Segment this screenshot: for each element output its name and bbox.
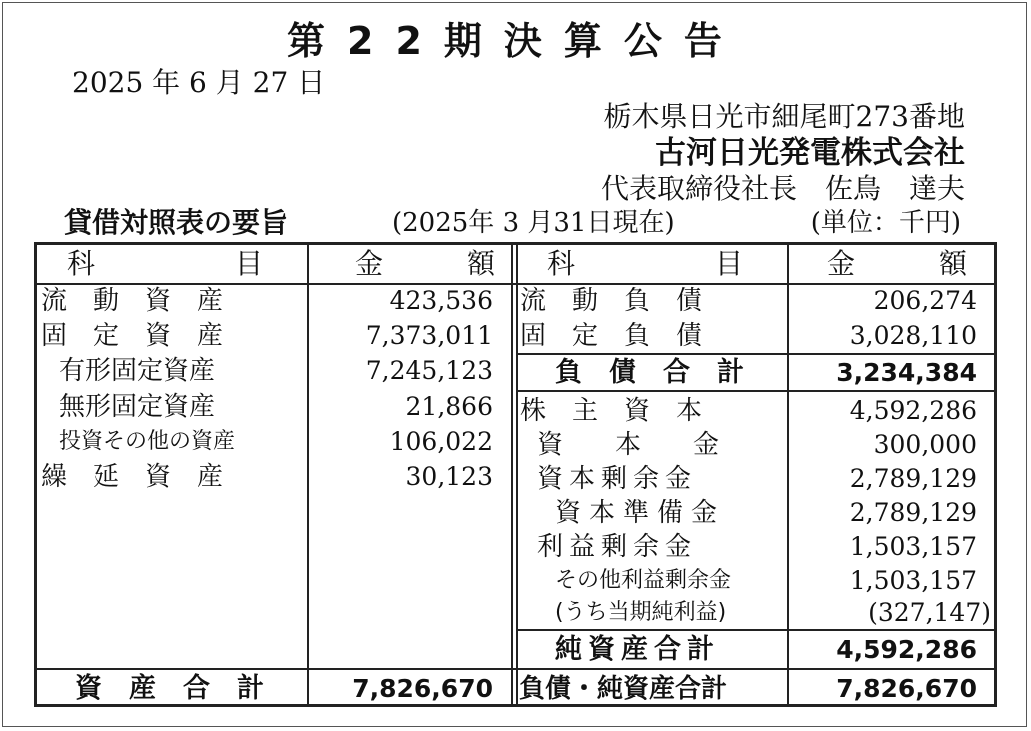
liabilities-total-label: 負 債 合 計 (555, 357, 744, 388)
row-divider (516, 353, 997, 355)
equity-label: 株 主 資 本 (520, 396, 703, 426)
equity-label: 資本準備金 (555, 498, 726, 528)
column-divider (787, 245, 789, 704)
asset-label: 有形固定資産 (59, 356, 216, 386)
asset-label: 固 定 資 産 (41, 321, 224, 351)
equity-value: 1,503,157 (849, 532, 977, 561)
assets-account-header: 科 目 (67, 247, 264, 280)
equity-label: 資 本 金 (537, 430, 720, 460)
assets-total-label: 資 産 合 計 (75, 673, 264, 704)
row-divider (516, 629, 997, 631)
representative: 代表取締役社長 佐鳥 達夫 (600, 172, 965, 205)
balance-sheet-table (34, 242, 997, 707)
equity-label: 利益剰余金 (537, 532, 698, 562)
notice-title: 第22期決算公告 (287, 19, 744, 63)
equity-label: 資本剰余金 (537, 464, 698, 494)
equity-total-value: 4,592,286 (836, 635, 977, 664)
column-divider (516, 245, 518, 704)
asset-value: 106,022 (389, 427, 493, 456)
liability-label: 流 動 負 債 (520, 286, 703, 316)
assets-amount-header: 金 額 (355, 247, 496, 280)
liability-value: 206,274 (873, 286, 977, 315)
assets-total-value: 7,826,670 (352, 674, 493, 703)
asset-value: 7,245,123 (365, 356, 493, 385)
asset-label: 流 動 資 産 (41, 286, 224, 316)
equity-value: 1,503,157 (849, 566, 977, 595)
grand-total-value: 7,826,670 (836, 674, 977, 703)
total-divider (37, 668, 997, 670)
equity-label: その他利益剰余金 (555, 568, 732, 593)
liability-label: 固 定 負 債 (520, 321, 703, 351)
equity-total-label: 純資産合計 (555, 634, 720, 665)
balance-sheet-date: (2025年 3 月31日現在) (392, 208, 675, 238)
company-name: 古河日光発電株式会社 (655, 135, 965, 171)
equity-value: 4,592,286 (849, 396, 977, 425)
equity-value: 2,789,129 (849, 498, 977, 527)
equity-value: (327,147) (868, 598, 991, 627)
notice-date: 2025 年 6 月 27 日 (72, 66, 326, 99)
asset-value: 30,123 (405, 462, 493, 491)
liabilities-total-value: 3,234,384 (836, 358, 977, 387)
equity-value: 2,789,129 (849, 464, 977, 493)
column-divider (307, 245, 309, 704)
asset-value: 423,536 (389, 286, 493, 315)
liabilities-amount-header: 金 額 (827, 247, 968, 280)
company-address: 栃木県日光市細尾町273番地 (603, 100, 965, 133)
asset-value: 21,866 (405, 392, 493, 421)
asset-label: 投資その他の資産 (59, 429, 236, 454)
grand-total-label: 負債・純資産合計 (519, 674, 728, 704)
equity-value: 300,000 (873, 430, 977, 459)
asset-value: 7,373,011 (365, 321, 493, 350)
balance-sheet-title: 貸借対照表の要旨 (64, 206, 289, 239)
equity-label: (うち当期純利益) (555, 600, 727, 625)
asset-label: 無形固定資産 (59, 392, 216, 422)
column-divider (511, 245, 513, 704)
asset-label: 繰 延 資 産 (41, 462, 224, 492)
balance-sheet-unit: (単位：千円) (810, 208, 961, 238)
liabilities-account-header: 科 目 (547, 247, 744, 280)
liability-value: 3,028,110 (849, 321, 977, 350)
row-divider (516, 390, 997, 392)
